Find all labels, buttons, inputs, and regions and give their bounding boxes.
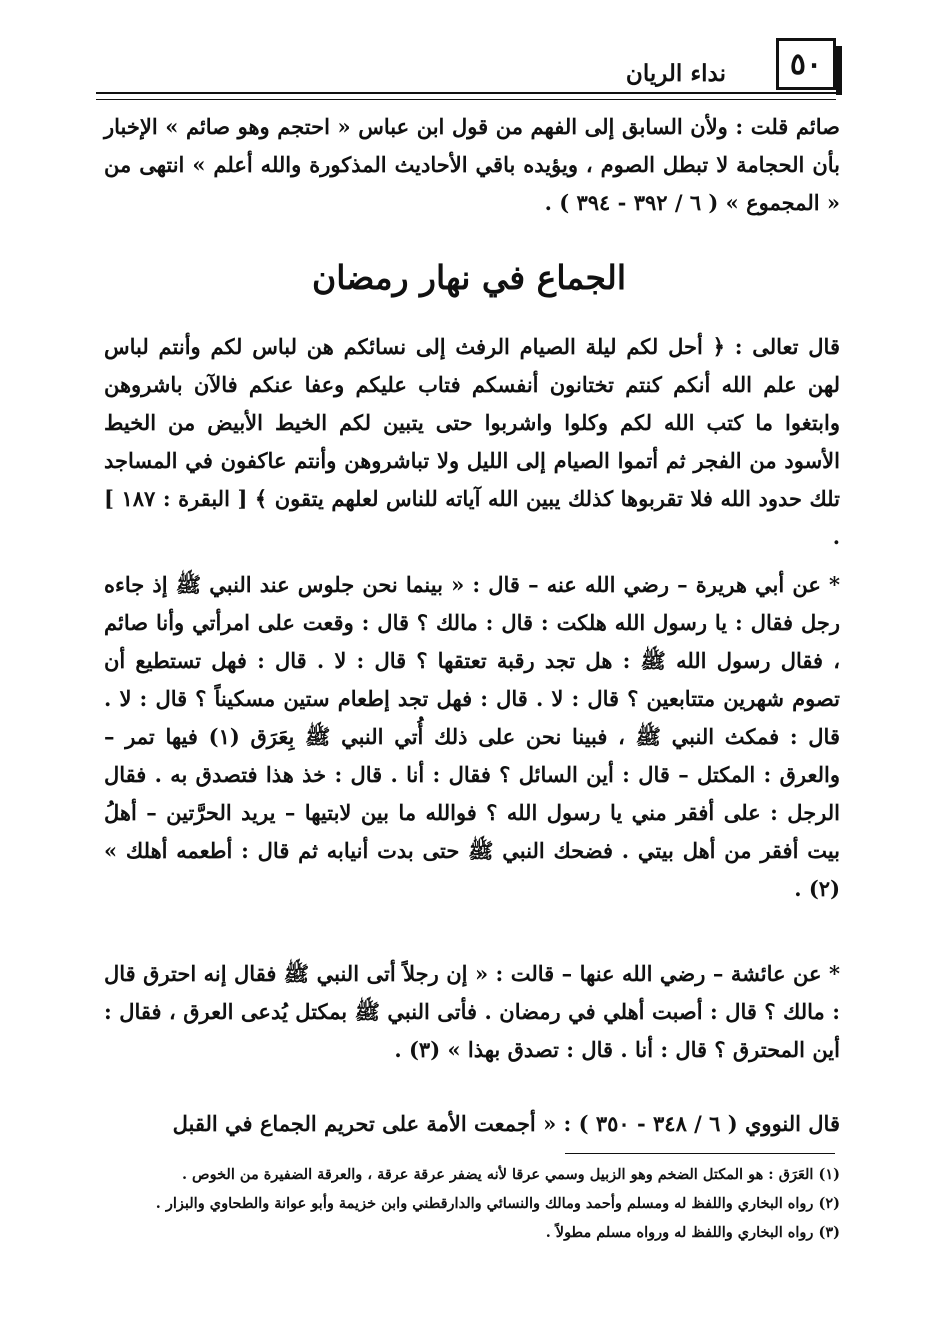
page-number: ٥٠ — [776, 38, 836, 90]
hadith-aisha-paragraph: * عن عائشة – رضي الله عنها – قالت : « إن رجلاً أتى النبي ﷺ فقال إنه احترق قال : مالك ؟ قال : أصبت أهلي في رمضان . فأتى النبي ﷺ بمكتل يُدعى العرق ، فقال : أين المحترق ؟ قال : أنا . قال : تصدق بهذا » (٣) . — [104, 961, 840, 1062]
section-title: الجماع في نهار رمضان — [312, 258, 626, 297]
nawawi-paragraph: قال النووي ( ٦ / ٣٤٨ - ٣٥٠ ) : « أجمعت الأمة على تحريم الجماع في القبل — [172, 1111, 840, 1136]
hadith-abu-hurayra-paragraph: * عن أبي هريرة – رضي الله عنه – قال : « بينما نحن جلوس عند النبي ﷺ إذ جاءه رجل فقال : يا رسول الله هلكت : قال : مالك ؟ قال : وقعت على امرأتي وأنا صائم ، فقال رسول الله ﷺ : هل تجد رقبة تعتقها ؟ قال : لا . قال : فهل تستطيع أن تصوم شهرين متتابعين ؟ قال : لا . قال : فهل تجد إطعام ستين مسكيناً ؟ قال : لا . قال : فمكث النبي ﷺ ، فبينا نحن على ذلك أُتي النبي ﷺ بِعَرَق (١) فيها تمر – والعرق : المكتل – قال : أين السائل ؟ فقال : أنا . قال : خذ هذا فتصدق به . فقال الرجل : على أفقر مني يا رسول الله ؟ فوالله ما بين لابتيها – يريد الحرَّتين – أهلُ بيت أفقر من أهل بيتي . فضحك النبي ﷺ حتى بدت أنيابه ثم قال : أطعمه أهلك » (٢) . — [104, 572, 840, 901]
footnote-2: (٢) رواه البخاري واللفظ له ومسلم وأحمد ومالك والنسائي والدارقطني وابن خزيمة وأبو عوانة والطحاوي والبزار . — [155, 1195, 840, 1212]
footnote-3: (٣) رواه البخاري واللفظ له ورواه مسلم مطولاً . — [545, 1224, 840, 1241]
footnote-1: (١) العَرَق : هو المكتل الضخم وهو الزبيل وسمي عرقا لأنه يضفر عرقة عرقة ، والعرقة الضفيرة من الخوص . — [181, 1166, 840, 1183]
footnote-divider — [565, 1153, 835, 1154]
book-title: نداء الريان — [625, 60, 726, 87]
page-header — [96, 30, 836, 94]
footnotes — [100, 1160, 840, 1247]
intro-paragraph: صائم قلت : ولأن السابق إلى الفهم من قول ابن عباس « احتجم وهو صائم » الإخبار بأن الحجامة لا تبطل الصوم ، ويؤيده باقي الأحاديث المذكورة والله أعلم » انتهى من « المجموع » ( ٦ / ٣٩٢ - ٣٩٤ ) . — [104, 114, 840, 215]
header-rule — [96, 92, 836, 100]
ayah-paragraph: قال تعالى : ﴿ أحل لكم ليلة الصيام الرفث إلى نسائكم هن لباس لكم وأنتم لباس لهن علم الله أنكم كنتم تختانون أنفسكم فتاب عليكم وعفا عنكم فالآن باشروهن وابتغوا ما كتب الله لكم وكلوا واشربوا حتى يتبين لكم الخيط الأبيض من الخيط الأسود من الفجر ثم أتموا الصيام إلى الليل ولا تباشروهن وأنتم عاكفون في المساجد تلك حدود الله فلا تقربوها كذلك يبين الله آياته للناس لعلهم يتقون ﴾ [ البقرة : ١٨٧ ] . — [104, 334, 840, 549]
